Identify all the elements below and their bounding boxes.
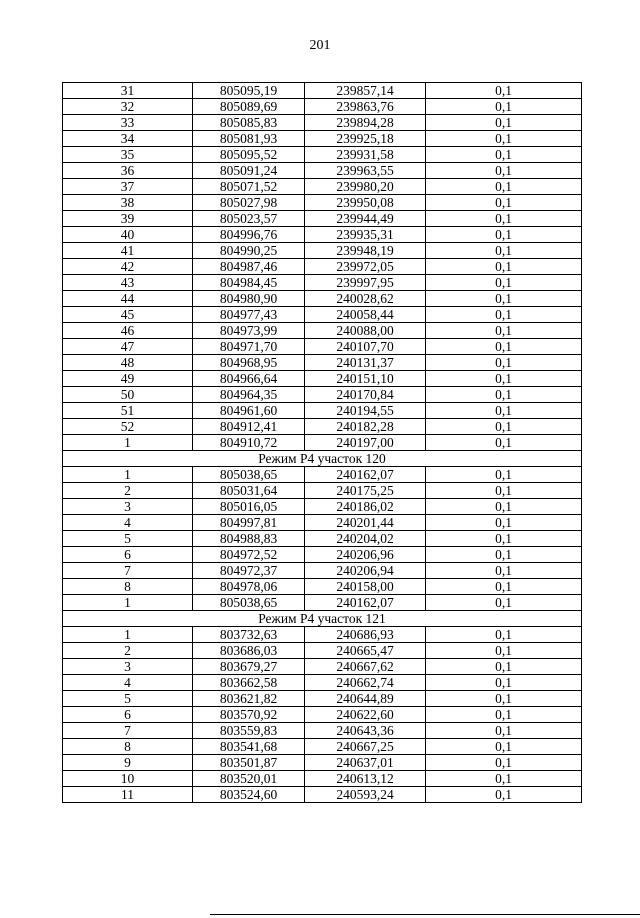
y-coordinate-cell: 240197,00 xyxy=(305,435,426,451)
y-coordinate-cell: 239997,95 xyxy=(305,275,426,291)
point-number-cell: 7 xyxy=(63,723,193,739)
accuracy-cell: 0,1 xyxy=(426,83,582,99)
point-number-cell: 51 xyxy=(63,403,193,419)
x-coordinate-cell: 803679,27 xyxy=(193,659,305,675)
accuracy-cell: 0,1 xyxy=(426,131,582,147)
section-header-row xyxy=(63,611,582,627)
point-number-cell: 6 xyxy=(63,547,193,563)
x-coordinate-cell: 803686,03 xyxy=(193,643,305,659)
table-row xyxy=(63,723,582,739)
table-row xyxy=(63,547,582,563)
x-coordinate-cell: 805031,64 xyxy=(193,483,305,499)
table-row xyxy=(63,371,582,387)
table-row xyxy=(63,307,582,323)
y-coordinate-cell: 239935,31 xyxy=(305,227,426,243)
point-number-cell: 36 xyxy=(63,163,193,179)
point-number-cell: 41 xyxy=(63,243,193,259)
y-coordinate-cell: 240637,01 xyxy=(305,755,426,771)
accuracy-cell: 0,1 xyxy=(426,211,582,227)
x-coordinate-cell: 804977,43 xyxy=(193,307,305,323)
table-row xyxy=(63,595,582,611)
point-number-cell: 47 xyxy=(63,339,193,355)
table-row xyxy=(63,131,582,147)
x-coordinate-cell: 805081,93 xyxy=(193,131,305,147)
x-coordinate-cell: 804968,95 xyxy=(193,355,305,371)
x-coordinate-cell: 804910,72 xyxy=(193,435,305,451)
y-coordinate-cell: 240662,74 xyxy=(305,675,426,691)
y-coordinate-cell: 239972,05 xyxy=(305,259,426,275)
coordinates-table xyxy=(62,82,582,803)
point-number-cell: 1 xyxy=(63,595,193,611)
y-coordinate-cell: 239948,19 xyxy=(305,243,426,259)
table-row xyxy=(63,243,582,259)
point-number-cell: 40 xyxy=(63,227,193,243)
x-coordinate-cell: 804966,64 xyxy=(193,371,305,387)
y-coordinate-cell: 240667,25 xyxy=(305,739,426,755)
y-coordinate-cell: 240107,70 xyxy=(305,339,426,355)
x-coordinate-cell: 803559,83 xyxy=(193,723,305,739)
point-number-cell: 10 xyxy=(63,771,193,787)
x-coordinate-cell: 804988,83 xyxy=(193,531,305,547)
table-row xyxy=(63,483,582,499)
table-row xyxy=(63,755,582,771)
y-coordinate-cell: 240162,07 xyxy=(305,467,426,483)
accuracy-cell: 0,1 xyxy=(426,371,582,387)
y-coordinate-cell: 240204,02 xyxy=(305,531,426,547)
table-row xyxy=(63,291,582,307)
accuracy-cell: 0,1 xyxy=(426,627,582,643)
accuracy-cell: 0,1 xyxy=(426,339,582,355)
point-number-cell: 48 xyxy=(63,355,193,371)
point-number-cell: 32 xyxy=(63,99,193,115)
coordinates-table-body xyxy=(63,83,582,803)
y-coordinate-cell: 239925,18 xyxy=(305,131,426,147)
table-row xyxy=(63,403,582,419)
y-coordinate-cell: 240201,44 xyxy=(305,515,426,531)
point-number-cell: 3 xyxy=(63,499,193,515)
point-number-cell: 35 xyxy=(63,147,193,163)
table-row xyxy=(63,467,582,483)
point-number-cell: 42 xyxy=(63,259,193,275)
x-coordinate-cell: 805095,19 xyxy=(193,83,305,99)
point-number-cell: 39 xyxy=(63,211,193,227)
accuracy-cell: 0,1 xyxy=(426,259,582,275)
x-coordinate-cell: 803501,87 xyxy=(193,755,305,771)
accuracy-cell: 0,1 xyxy=(426,787,582,803)
point-number-cell: 31 xyxy=(63,83,193,99)
accuracy-cell: 0,1 xyxy=(426,163,582,179)
accuracy-cell: 0,1 xyxy=(426,291,582,307)
x-coordinate-cell: 804972,37 xyxy=(193,563,305,579)
point-number-cell: 5 xyxy=(63,691,193,707)
y-coordinate-cell: 240643,36 xyxy=(305,723,426,739)
x-coordinate-cell: 804973,99 xyxy=(193,323,305,339)
x-coordinate-cell: 804996,76 xyxy=(193,227,305,243)
table-row xyxy=(63,179,582,195)
accuracy-cell: 0,1 xyxy=(426,707,582,723)
point-number-cell: 11 xyxy=(63,787,193,803)
accuracy-cell: 0,1 xyxy=(426,435,582,451)
table-row xyxy=(63,499,582,515)
table-row xyxy=(63,195,582,211)
accuracy-cell: 0,1 xyxy=(426,659,582,675)
y-coordinate-cell: 240028,62 xyxy=(305,291,426,307)
point-number-cell: 37 xyxy=(63,179,193,195)
accuracy-cell: 0,1 xyxy=(426,531,582,547)
table-row xyxy=(63,787,582,803)
y-coordinate-cell: 239980,20 xyxy=(305,179,426,195)
x-coordinate-cell: 804980,90 xyxy=(193,291,305,307)
y-coordinate-cell: 240186,02 xyxy=(305,499,426,515)
section-title: Режим Р4 участок 121 xyxy=(63,611,582,627)
x-coordinate-cell: 804964,35 xyxy=(193,387,305,403)
table-row xyxy=(63,435,582,451)
y-coordinate-cell: 239944,49 xyxy=(305,211,426,227)
accuracy-cell: 0,1 xyxy=(426,419,582,435)
point-number-cell: 33 xyxy=(63,115,193,131)
y-coordinate-cell: 240151,10 xyxy=(305,371,426,387)
point-number-cell: 8 xyxy=(63,579,193,595)
table-row xyxy=(63,227,582,243)
table-row xyxy=(63,147,582,163)
x-coordinate-cell: 805085,83 xyxy=(193,115,305,131)
x-coordinate-cell: 805089,69 xyxy=(193,99,305,115)
x-coordinate-cell: 803524,60 xyxy=(193,787,305,803)
accuracy-cell: 0,1 xyxy=(426,563,582,579)
table-row xyxy=(63,355,582,371)
accuracy-cell: 0,1 xyxy=(426,675,582,691)
accuracy-cell: 0,1 xyxy=(426,179,582,195)
accuracy-cell: 0,1 xyxy=(426,483,582,499)
y-coordinate-cell: 240622,60 xyxy=(305,707,426,723)
point-number-cell: 1 xyxy=(63,467,193,483)
y-coordinate-cell: 240686,93 xyxy=(305,627,426,643)
x-coordinate-cell: 803541,68 xyxy=(193,739,305,755)
x-coordinate-cell: 804971,70 xyxy=(193,339,305,355)
bottom-rule xyxy=(210,914,640,915)
accuracy-cell: 0,1 xyxy=(426,499,582,515)
point-number-cell: 7 xyxy=(63,563,193,579)
y-coordinate-cell: 239963,55 xyxy=(305,163,426,179)
point-number-cell: 9 xyxy=(63,755,193,771)
accuracy-cell: 0,1 xyxy=(426,691,582,707)
accuracy-cell: 0,1 xyxy=(426,595,582,611)
y-coordinate-cell: 240170,84 xyxy=(305,387,426,403)
point-number-cell: 5 xyxy=(63,531,193,547)
point-number-cell: 2 xyxy=(63,483,193,499)
accuracy-cell: 0,1 xyxy=(426,115,582,131)
y-coordinate-cell: 239857,14 xyxy=(305,83,426,99)
accuracy-cell: 0,1 xyxy=(426,387,582,403)
section-title: Режим Р4 участок 120 xyxy=(63,451,582,467)
x-coordinate-cell: 805016,05 xyxy=(193,499,305,515)
accuracy-cell: 0,1 xyxy=(426,515,582,531)
accuracy-cell: 0,1 xyxy=(426,227,582,243)
accuracy-cell: 0,1 xyxy=(426,99,582,115)
x-coordinate-cell: 805091,24 xyxy=(193,163,305,179)
y-coordinate-cell: 240182,28 xyxy=(305,419,426,435)
table-row xyxy=(63,707,582,723)
table-row xyxy=(63,771,582,787)
table-row xyxy=(63,675,582,691)
x-coordinate-cell: 803520,01 xyxy=(193,771,305,787)
x-coordinate-cell: 803621,82 xyxy=(193,691,305,707)
point-number-cell: 1 xyxy=(63,627,193,643)
table-row xyxy=(63,739,582,755)
x-coordinate-cell: 805027,98 xyxy=(193,195,305,211)
table-row xyxy=(63,419,582,435)
accuracy-cell: 0,1 xyxy=(426,147,582,163)
point-number-cell: 4 xyxy=(63,675,193,691)
table-row xyxy=(63,579,582,595)
table-row xyxy=(63,99,582,115)
point-number-cell: 43 xyxy=(63,275,193,291)
table-row xyxy=(63,387,582,403)
x-coordinate-cell: 803662,58 xyxy=(193,675,305,691)
table-row xyxy=(63,691,582,707)
x-coordinate-cell: 805071,52 xyxy=(193,179,305,195)
y-coordinate-cell: 240593,24 xyxy=(305,787,426,803)
x-coordinate-cell: 805038,65 xyxy=(193,595,305,611)
y-coordinate-cell: 240194,55 xyxy=(305,403,426,419)
point-number-cell: 6 xyxy=(63,707,193,723)
y-coordinate-cell: 240613,12 xyxy=(305,771,426,787)
table-row xyxy=(63,563,582,579)
accuracy-cell: 0,1 xyxy=(426,403,582,419)
table-row xyxy=(63,83,582,99)
x-coordinate-cell: 804972,52 xyxy=(193,547,305,563)
x-coordinate-cell: 804978,06 xyxy=(193,579,305,595)
point-number-cell: 38 xyxy=(63,195,193,211)
x-coordinate-cell: 805095,52 xyxy=(193,147,305,163)
point-number-cell: 50 xyxy=(63,387,193,403)
section-header-row xyxy=(63,451,582,467)
x-coordinate-cell: 804987,46 xyxy=(193,259,305,275)
table-row xyxy=(63,163,582,179)
x-coordinate-cell: 804990,25 xyxy=(193,243,305,259)
table-row xyxy=(63,643,582,659)
y-coordinate-cell: 240206,96 xyxy=(305,547,426,563)
y-coordinate-cell: 240206,94 xyxy=(305,563,426,579)
page-number: 201 xyxy=(309,38,331,53)
x-coordinate-cell: 804912,41 xyxy=(193,419,305,435)
accuracy-cell: 0,1 xyxy=(426,195,582,211)
point-number-cell: 49 xyxy=(63,371,193,387)
accuracy-cell: 0,1 xyxy=(426,243,582,259)
accuracy-cell: 0,1 xyxy=(426,643,582,659)
point-number-cell: 3 xyxy=(63,659,193,675)
table-row xyxy=(63,659,582,675)
table-row xyxy=(63,259,582,275)
x-coordinate-cell: 804984,45 xyxy=(193,275,305,291)
point-number-cell: 34 xyxy=(63,131,193,147)
accuracy-cell: 0,1 xyxy=(426,771,582,787)
y-coordinate-cell: 239950,08 xyxy=(305,195,426,211)
table-row xyxy=(63,531,582,547)
point-number-cell: 44 xyxy=(63,291,193,307)
x-coordinate-cell: 805038,65 xyxy=(193,467,305,483)
y-coordinate-cell: 239931,58 xyxy=(305,147,426,163)
y-coordinate-cell: 240158,00 xyxy=(305,579,426,595)
x-coordinate-cell: 803570,92 xyxy=(193,707,305,723)
y-coordinate-cell: 240131,37 xyxy=(305,355,426,371)
x-coordinate-cell: 805023,57 xyxy=(193,211,305,227)
accuracy-cell: 0,1 xyxy=(426,723,582,739)
y-coordinate-cell: 240644,89 xyxy=(305,691,426,707)
accuracy-cell: 0,1 xyxy=(426,323,582,339)
accuracy-cell: 0,1 xyxy=(426,755,582,771)
accuracy-cell: 0,1 xyxy=(426,307,582,323)
point-number-cell: 45 xyxy=(63,307,193,323)
y-coordinate-cell: 240175,25 xyxy=(305,483,426,499)
table-row xyxy=(63,339,582,355)
table-row xyxy=(63,275,582,291)
x-coordinate-cell: 803732,63 xyxy=(193,627,305,643)
point-number-cell: 52 xyxy=(63,419,193,435)
table-row xyxy=(63,115,582,131)
point-number-cell: 1 xyxy=(63,435,193,451)
y-coordinate-cell: 240665,47 xyxy=(305,643,426,659)
table-row xyxy=(63,211,582,227)
accuracy-cell: 0,1 xyxy=(426,547,582,563)
y-coordinate-cell: 239894,28 xyxy=(305,115,426,131)
accuracy-cell: 0,1 xyxy=(426,355,582,371)
y-coordinate-cell: 239863,76 xyxy=(305,99,426,115)
table-row xyxy=(63,627,582,643)
point-number-cell: 2 xyxy=(63,643,193,659)
point-number-cell: 4 xyxy=(63,515,193,531)
table-row xyxy=(63,323,582,339)
x-coordinate-cell: 804997,81 xyxy=(193,515,305,531)
accuracy-cell: 0,1 xyxy=(426,467,582,483)
point-number-cell: 8 xyxy=(63,739,193,755)
y-coordinate-cell: 240088,00 xyxy=(305,323,426,339)
accuracy-cell: 0,1 xyxy=(426,579,582,595)
point-number-cell: 46 xyxy=(63,323,193,339)
y-coordinate-cell: 240667,62 xyxy=(305,659,426,675)
accuracy-cell: 0,1 xyxy=(426,275,582,291)
y-coordinate-cell: 240162,07 xyxy=(305,595,426,611)
x-coordinate-cell: 804961,60 xyxy=(193,403,305,419)
table-row xyxy=(63,515,582,531)
accuracy-cell: 0,1 xyxy=(426,739,582,755)
y-coordinate-cell: 240058,44 xyxy=(305,307,426,323)
